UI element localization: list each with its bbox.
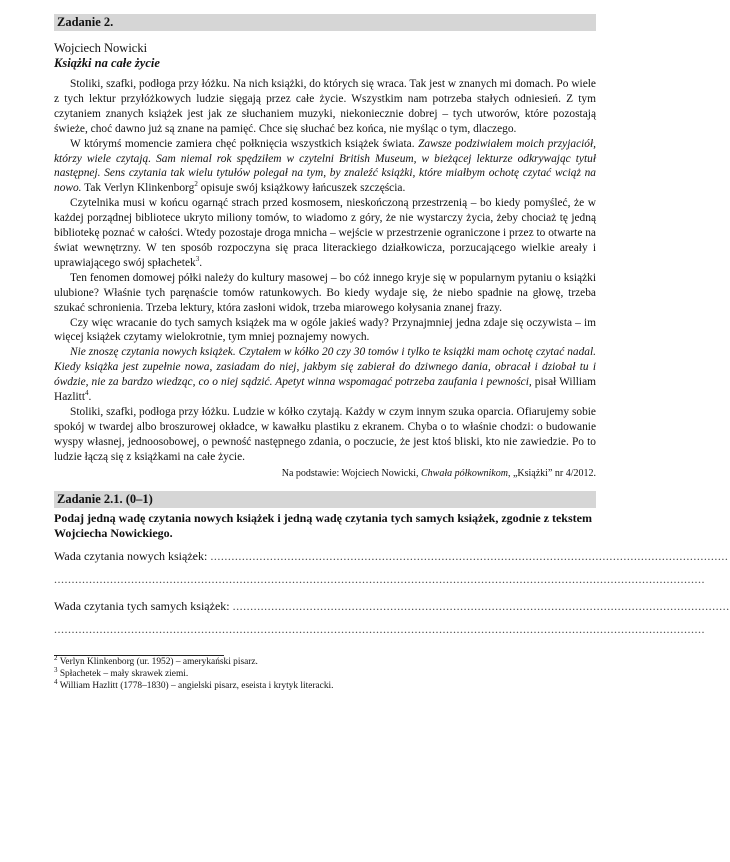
article-source (54, 467, 596, 481)
answer-1-dots: .................................................................................................................................................... (210, 548, 729, 563)
paragraph-6-text-b: pisał William Hazlitt (54, 376, 597, 404)
footnote-3-num: 3 (54, 665, 58, 674)
paragraph-2-text-b: Tak Verlyn Klinkenborg (81, 182, 195, 195)
answer-1-continuation-dots: .......................................................................................................................................................................................... (54, 571, 705, 586)
task-instruction: Podaj jedną wadę czytania nowych książek i jedną wadę czytania tych samych książek, zgodnie z tekstem Wojciecha Nowickiego. (54, 510, 592, 540)
footnote-ref-2: 2 (194, 180, 198, 189)
source-text-b: , „Książki” nr 4/2012. (507, 467, 596, 479)
paragraph-6 (54, 345, 596, 405)
footnote-2 (54, 653, 596, 668)
paragraph-1: Stoliki, szafki, podłoga przy łóżku. Na nich książki, do których się wraca. Tak jest w znanych mi domach. Po wiele z tych lektur przyłóżkowych ludzie sięgają przez całe życie. Wszystkim nam potrzeba stałych odniesień. Z tym czytaniem znanych książek jest jak ze słuchaniem muzyki, niekoniecznie dobrej – tych utworów, które pozostają świeże, choć dawno już są znane na pamięć. Chce się słuchać bez końca, nie myśląc o tym, dlaczego. (54, 78, 596, 135)
paragraph-6-text-c: . (88, 391, 92, 404)
answer-2-line[interactable] (54, 598, 730, 614)
footnote-2-text: Verlyn Klinkenborg (ur. 1952) – amerykański pisarz. (59, 656, 258, 667)
exam-page (54, 14, 730, 692)
article-body (54, 77, 596, 465)
paragraph-2-quote: Zawsze podziwiałem moich przyjaciół, którzy wiele czytają. Sam niemal rok spędziłem w czytelni British Museum, w bieżącej lekturze odkrywając tytuł następnej. Sens czytania tak wielu tytułów polegał na tym, by znaleźć książki, które miałbym ochotę czytać wciąż na nowo. (54, 137, 596, 195)
source-title: Chwała półkownikom (421, 467, 508, 479)
answer-1-label: Wada czytania nowych książek: (54, 548, 208, 563)
paragraph-3 (54, 196, 596, 271)
footnote-ref-4: 4 (85, 389, 89, 398)
footnote-ref-3: 3 (195, 255, 200, 264)
footnote-4 (54, 677, 596, 692)
answer-2-label: Wada czytania tych samych książek: (54, 598, 230, 613)
paragraph-6-quote: Nie znoszę czytania nowych książek. Czytałem w kółko 20 czy 30 tomów i tylko te książki mam ochotę czytać nadal. Kiedy książka jest zupełnie nowa, zasiadam do niej, jakbym się zabierał do dziwnego dania, obracał i dziobał tu i ówdzie, nie za bardzo wiedząc, co o niej sądzić. Apetyt winna wspomagać potrzeba zaufania i pewności, (54, 346, 596, 389)
answer-2-continuation-dots: .......................................................................................................................................................................................... (54, 621, 705, 636)
footnote-4-num: 4 (54, 677, 58, 686)
answer-2-dots: .............................................................................................................................................. (232, 598, 730, 613)
answer-1-line[interactable] (54, 548, 729, 564)
task-label: Zadanie 2. (57, 15, 114, 29)
task-header-bar (54, 14, 596, 31)
footnote-3-text: Spłachetek – mały skrawek ziemi. (59, 668, 189, 679)
footnote-2-num: 2 (54, 653, 58, 662)
paragraph-2 (54, 137, 596, 197)
answer-2-continuation-line[interactable] (54, 621, 705, 637)
paragraph-7: Stoliki, szafki, podłoga przy łóżku. Ludzie w kółko czytają. Każdy w czym innym szuka oparcia. Ofiarujemy sobie spokój w twardej albo broszurowej okładce, w kawałku plastiku z ekranem. Chyba o to właśnie chodzi: o budowanie wyspy własnej, jednoosobowej, o pewność następnego zdania, o poczucie, że jest ktoś bliski, kto nie zawiedzie. Po to ludzie łączą się z książkami na całe życie. (54, 405, 596, 463)
paragraph-2-text-c: opisuje swój książkowy łańcuszek szczęścia. (197, 182, 406, 195)
subtask-label: Zadanie 2.1. (0–1) (57, 491, 153, 506)
article-author: Wojciech Nowicki (54, 41, 148, 55)
paragraph-2-text-a: W którymś momencie zamiera chęć połknięcia wszystkich książek świata. (70, 137, 419, 150)
paragraph-3-text-a: Czytelnika musi w końcu ogarnąć strach przed kosmosem, nieskończoną przestrzenią – bo kiedy pomyśleć, że w każdej porządnej bibliotece ukryto miliony tomów, to wiadomo z góry, że nie wystarczy życia, żeby chociaż tę jedną bibliotekę poznać w całości. Wtedy pozostaje droga mnicha – wejście w przestrzenie ograniczone i przez to otwarte na świat wewnętrzny. W ten sposób rozpoczyna się praca literackiego działkowicza, porzucającego wielkie areały i uprawiającego swój spłachetek (54, 197, 596, 269)
footnote-3 (54, 665, 596, 680)
paragraph-3-text-b: . (199, 256, 203, 269)
answer-1-continuation-line[interactable] (54, 571, 705, 587)
subtask-header-bar (54, 491, 596, 508)
footnote-4-text: William Hazlitt (1778–1830) – angielski pisarz, eseista i krytyk literacki. (59, 680, 334, 691)
paragraph-5: Czy więc wracanie do tych samych książek ma w ogóle jakieś wady? Przynajmniej jedna zdaje się oczywista – im więcej książek czytamy wielokrotnie, tym mniej poznajemy nowych. (54, 316, 596, 344)
source-text-a: Na podstawie: Wojciech Nowicki, (281, 467, 421, 479)
paragraph-4: Ten fenomen domowej półki należy do kultury masowej – bo cóż innego kryje się w popularnym pytaniu o książki ulubione? Właśnie tych paręnaście tomów ratunkowych. Bo kiedy wydaje się, że niebo spadnie na głowę, trzeba szukać schronienia. Trzeba lektury, która zasłoni widok, trzeba miarowego kołysania znanej frazy. (54, 271, 596, 314)
article-title: Książki na całe życie (54, 56, 160, 70)
